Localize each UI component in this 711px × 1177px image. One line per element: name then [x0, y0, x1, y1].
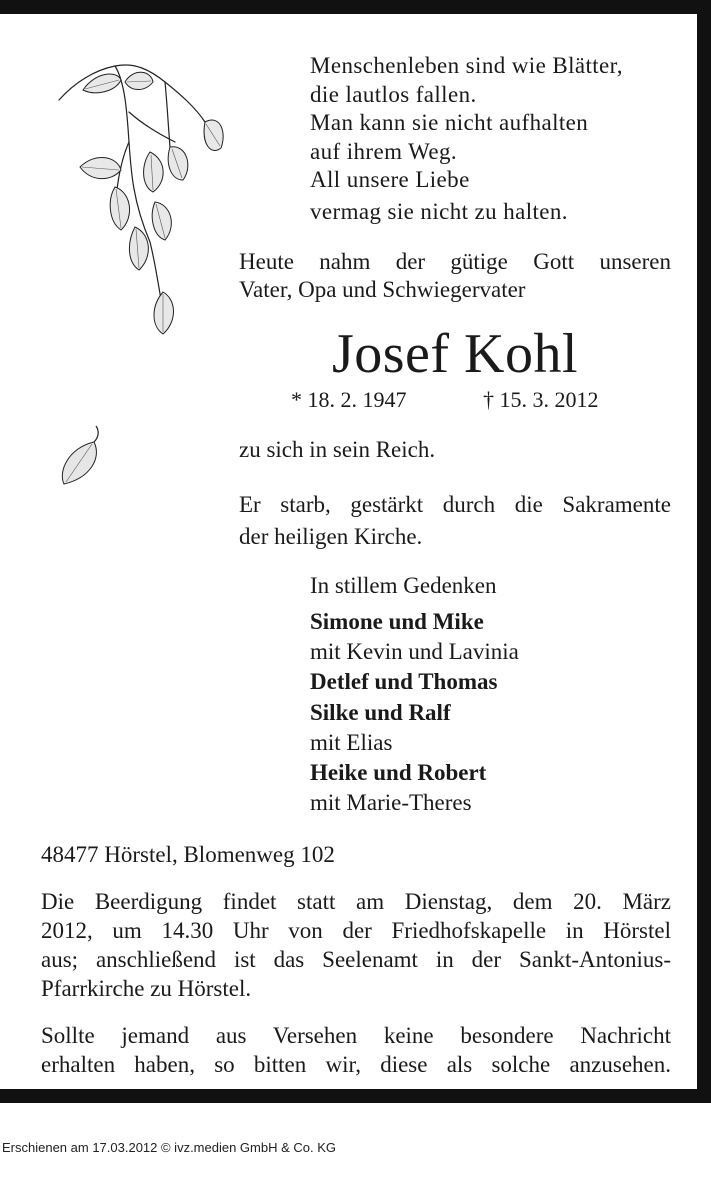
mourner-sub: mit Elias — [310, 730, 393, 755]
sacrament-line: Er starb, gestärkt durch die Sakramente — [239, 492, 671, 517]
closing-line: Sollte jemand aus Versehen keine besondere Nachricht — [41, 1023, 671, 1048]
reich-text: zu sich in sein Reich. — [239, 437, 436, 462]
mourner-names: Silke und Ralf — [310, 700, 451, 725]
address: 48477 Hörstel, Blomenweg 102 — [41, 842, 335, 867]
closing-line: erhalten haben, so bitten wir, diese als solche anzusehen. — [41, 1052, 671, 1077]
intro-line: Heute nahm der gütige Gott unseren — [239, 249, 671, 274]
publication-footer: Erschienen am 17.03.2012 © ivz.medien GmbH & Co. KG — [2, 1140, 337, 1155]
mourners-block — [310, 571, 519, 817]
poem-line: die lautlos fallen. — [310, 81, 477, 107]
poem-line: All unsere Liebe — [310, 167, 470, 192]
mourner-sub: mit Marie-Theres — [310, 790, 472, 815]
funeral-details — [41, 887, 671, 1003]
mourner-names: Simone und Mike — [310, 609, 484, 634]
birth-date: * 18. 2. 1947 — [291, 387, 407, 412]
intro-text — [239, 248, 671, 304]
mourner-names: Heike und Robert — [310, 760, 487, 785]
mourner-names: Detlef und Thomas — [310, 669, 498, 694]
closing-note — [41, 1021, 671, 1079]
mourners-lead: In stillem Gedenken — [310, 573, 497, 598]
poem-line: Man kann sie nicht aufhalten — [310, 110, 589, 135]
poem-line: auf ihrem Weg. — [310, 138, 458, 164]
funeral-line: 2012, um 14.30 Uhr von der Friedhofskapelle in Hörstel — [41, 918, 671, 943]
intro-line: Vater, Opa und Schwiegervater — [239, 277, 526, 302]
deceased-name: Josef Kohl — [331, 323, 579, 385]
falling-leaf-icon — [56, 422, 106, 488]
poem-line: Menschenleben sind wie Blätter, — [310, 53, 623, 78]
poem — [310, 52, 623, 226]
sacrament-line: der heiligen Kirche. — [239, 524, 423, 549]
funeral-line: aus; anschließend ist das Seelenamt in der Sankt-Antonius- — [41, 947, 671, 972]
sacrament-text — [239, 489, 671, 553]
poem-line: vermag sie nicht zu halten. — [310, 198, 568, 224]
birch-branch-icon — [55, 52, 235, 352]
funeral-line: Die Beerdigung findet statt am Dienstag, dem 20. März — [41, 889, 671, 914]
funeral-line: Pfarrkirche zu Hörstel. — [41, 976, 252, 1001]
death-date: † 15. 3. 2012 — [483, 387, 599, 412]
mourner-sub: mit Kevin und Lavinia — [310, 639, 519, 664]
